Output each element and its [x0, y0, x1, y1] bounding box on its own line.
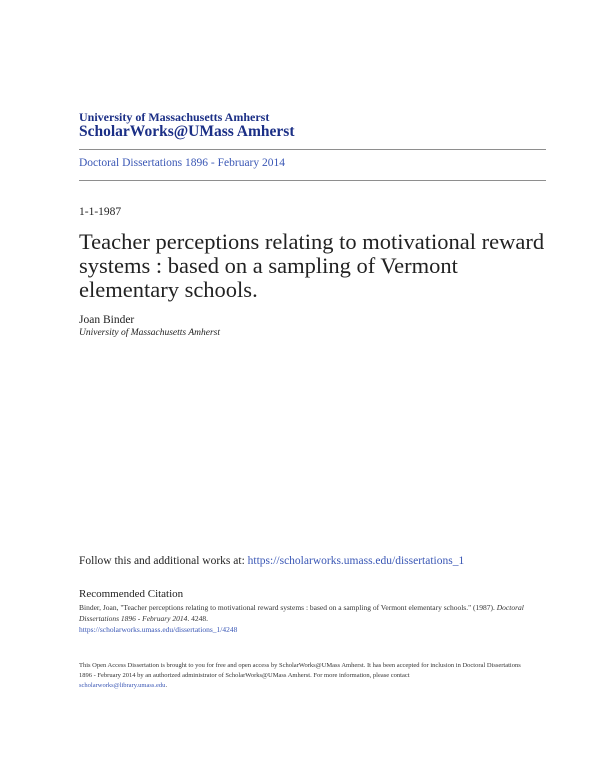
footer-text: This Open Access Dissertation is brought to you for free and open access by ScholarWorks@UMass Amherst. It has been accepted for inclusion in Doctoral Dissertations 1896 - February 2014 by an authorized administrator of ScholarWorks@UMass Amherst. For more information, please contact	[79, 662, 521, 679]
publication-date: 1-1-1987	[79, 206, 122, 218]
author-affiliation: University of Massachusetts Amherst	[79, 328, 220, 338]
citation-link[interactable]: https://scholarworks.umass.edu/dissertations_1/4248	[79, 625, 238, 634]
footer-end: .	[165, 682, 168, 689]
citation-journal: Doctoral Dissertations 1896 - February 2014	[79, 603, 524, 623]
follow-text: Follow this and additional works at:	[79, 555, 245, 567]
citation-heading: Recommended Citation	[79, 588, 184, 600]
author-name[interactable]: Joan Binder	[79, 314, 135, 326]
citation-body	[79, 602, 534, 635]
follow-line	[79, 555, 464, 567]
citation-number: . 4248.	[187, 614, 208, 623]
divider-bottom	[79, 180, 546, 181]
repository-name[interactable]: ScholarWorks@UMass Amherst	[79, 123, 295, 140]
contact-email-link[interactable]: scholarworks@library.umass.edu	[79, 682, 166, 689]
citation-text: Binder, Joan, "Teacher perceptions relating to motivational reward systems : based on a sampling of Vermont elementary schools." (1987).	[79, 603, 495, 612]
document-title: Teacher perceptions relating to motivational reward systems : based on a sampling of Vermont elementary schools.	[79, 229, 545, 302]
footer-notice	[79, 661, 534, 691]
university-name[interactable]: University of Massachusetts Amherst	[79, 110, 270, 124]
collection-link[interactable]: Doctoral Dissertations 1896 - February 2014	[79, 157, 286, 169]
follow-link[interactable]: https://scholarworks.umass.edu/dissertations_1	[247, 555, 465, 567]
divider-top	[79, 149, 546, 150]
